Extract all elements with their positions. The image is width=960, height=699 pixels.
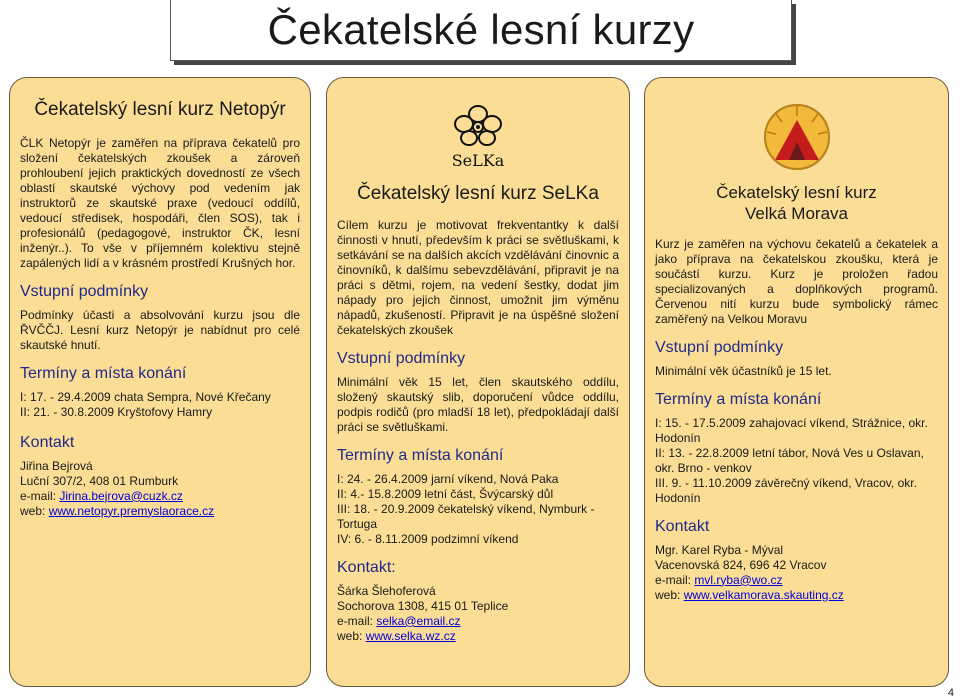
email-label: e-mail: <box>655 572 695 587</box>
date-item: II: 21. - 30.8.2009 Kryštofovy Hamry <box>20 404 213 419</box>
card-title: Čekatelský lesní kurz Netopýr <box>34 99 286 120</box>
card-selka <box>326 77 630 687</box>
logo-text: SeLKa <box>451 151 505 170</box>
contact-web-row <box>20 504 300 519</box>
contact-web-row <box>655 588 938 603</box>
contact-name: Mgr. Karel Ryba - Mýval <box>655 542 784 557</box>
contact-address: Vacenovská 824, 696 42 Vracov <box>655 557 827 572</box>
web-link[interactable]: www.velkamorava.skauting.cz <box>683 587 844 602</box>
date-item: III. 9. - 11.10.2009 závěrečný víkend, Vracov, okr. Hodonín <box>655 475 917 505</box>
date-item: IV: 6. - 8.11.2009 podzimní víkend <box>337 531 519 546</box>
email-link[interactable]: mvl.ryba@wo.cz <box>694 572 783 587</box>
conditions-heading: Vstupní podmínky <box>655 338 784 356</box>
card-title-line2: Velká Morava <box>745 204 848 224</box>
dates-heading: Termíny a místa konání <box>655 390 822 408</box>
card-velka-morava <box>644 77 949 687</box>
email-label: e-mail: <box>337 613 377 628</box>
selka-logo <box>337 102 619 172</box>
card-intro: ČLK Netopýr je zaměřen na příprava čekatelů pro složení čekatelských zkoušek a zároveň prohloubení jejich praktických dovedností ze všech oblastí skautské výchovy pod vedením jak instruktorů ze skautské praxe (vedoucí oddílů, vedoucí středisek, hospodáři, člen SOS), tak i profesionálů (pedagogové, instruktor ČK, lesní inženýr..). To vše v příjemném kolektivu stejně zapálených lidí a v krásném prostředí Krušných hor. <box>20 135 300 270</box>
card-title <box>655 182 938 225</box>
web-link[interactable]: www.netopyr.premyslaorace.cz <box>48 503 215 518</box>
card-title-line1: Čekatelský lesní kurz <box>716 183 877 202</box>
conditions-text: Podmínky účasti a absolvování kurzu jsou dle ŘVČČJ. Lesní kurz Netopýr je nabídnut pro celé skautské hnutí. <box>20 307 300 352</box>
date-item: I: 24. - 26.4.2009 jarní víkend, Nová Paka <box>337 471 559 486</box>
velka-morava-logo-image <box>762 102 832 172</box>
dates-heading: Termíny a místa konání <box>337 446 504 464</box>
contact-heading: Kontakt: <box>337 558 396 576</box>
email-link[interactable]: Jirina.bejrova@cuzk.cz <box>59 488 183 503</box>
selka-logo-image <box>442 102 514 172</box>
contact-email-row <box>337 614 619 629</box>
title-box <box>170 0 792 61</box>
card-title: Čekatelský lesní kurz SeLKa <box>357 183 599 204</box>
web-label: web: <box>20 503 49 518</box>
email-link[interactable]: selka@email.cz <box>376 613 461 628</box>
conditions-heading: Vstupní podmínky <box>20 282 149 300</box>
date-item: II: 4.- 15.8.2009 letní část, Švýcarský důl <box>337 486 554 501</box>
contact-heading: Kontakt <box>655 517 710 535</box>
conditions-heading: Vstupní podmínky <box>337 349 466 367</box>
card-intro: Cílem kurzu je motivovat frekventantky k další činnosti v hnutí, především k práci se světluškami, k setkávání se na dalších akcích vzdělávání činovnic a činovníků, k dalšímu sebevzdělávání, připravit je na práci s dětmi, rojem, na vedení šestky, dodat jim nápady pro jejich činnost, umožnit jim výměnu nápadů, zkušeností. Připravit je na úspěšné složení čekatelských zkoušek <box>337 217 619 337</box>
date-item: I: 17. - 29.4.2009 chata Sempra, Nové Křečany <box>20 389 271 404</box>
contact-name: Jiřina Bejrová <box>20 458 93 473</box>
date-item: III: 18. - 20.9.2009 čekatelský víkend, Nymburk - Tortuga <box>337 501 595 531</box>
email-label: e-mail: <box>20 488 60 503</box>
contact-address: Luční 307/2, 408 01 Rumburk <box>20 473 179 488</box>
contact-email-row <box>20 489 300 504</box>
contact-web-row <box>337 629 619 644</box>
page-number: 4 <box>947 687 954 699</box>
dates-heading: Termíny a místa konání <box>20 364 187 382</box>
contact-heading: Kontakt <box>20 433 75 451</box>
conditions-text: Minimální věk účastníků je 15 let. <box>655 363 832 378</box>
web-link[interactable]: www.selka.wz.cz <box>365 628 456 643</box>
card-intro: Kurz je zaměřen na výchovu čekatelů a čekatelek a jako příprava na čekatelskou zkoušku, která je součástí kurzu. Kurz je proložen řadou specializovaných a doplňkových programů. Červenou nití kurzu bude symbolický rámec zaměřený na Velkou Moravu <box>655 236 938 326</box>
page-title: Čekatelské lesní kurzy <box>267 6 695 53</box>
contact-name: Šárka Šlehoferová <box>337 583 436 598</box>
velka-morava-logo <box>655 102 938 172</box>
date-item: I: 15. - 17.5.2009 zahajovací víkend, Strážnice, okr. Hodonín <box>655 415 928 445</box>
web-label: web: <box>337 628 366 643</box>
card-netopyr <box>9 77 311 687</box>
contact-address: Sochorova 1308, 415 01 Teplice <box>337 598 509 613</box>
date-item: II: 13. - 22.8.2009 letní tábor, Nová Ves u Oslavan, okr. Brno - venkov <box>655 445 924 475</box>
web-label: web: <box>655 587 684 602</box>
conditions-text: Minimální věk 15 let, člen skautského oddílu, složený skautský slib, doporučení vůdce oddílu, podpis rodičů (pro mladší 18 let), předpokládají další práci se světluškami. <box>337 374 619 434</box>
contact-email-row <box>655 573 938 588</box>
